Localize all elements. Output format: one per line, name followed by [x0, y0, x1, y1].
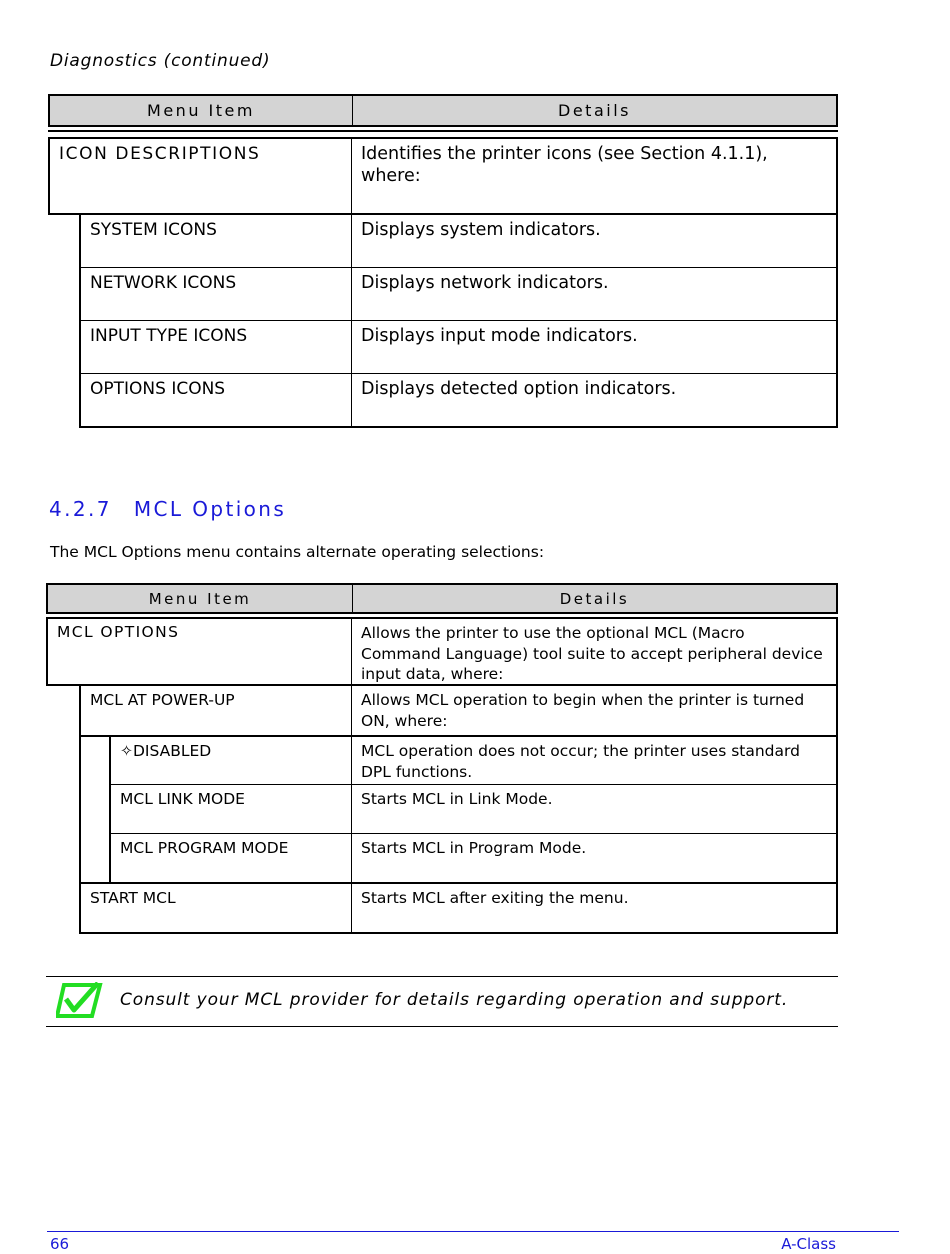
note-text: Consult your MCL provider for details regarding operation and support. [120, 990, 789, 1010]
table-row-item: ✧DISABLED [120, 742, 212, 760]
table-header [48, 94, 838, 127]
table-row-item: MCL LINK MODE [120, 790, 245, 808]
table-row-details: Starts MCL in Program Mode. [361, 839, 587, 857]
table-row-item: MCL PROGRAM MODE [120, 839, 289, 857]
header-menu-item: Menu Item [147, 101, 255, 120]
table-row-details: Displays input mode indicators. [361, 326, 638, 346]
table-row-details: MCL operation does not occur; the printer uses standard DPL functions. [361, 742, 800, 781]
continued-title: Diagnostics (continued) [50, 51, 271, 71]
footer-rule [47, 1231, 899, 1232]
table-row-item: MCL OPTIONS [57, 623, 180, 641]
section-heading [49, 497, 286, 521]
table-row-item: INPUT TYPE ICONS [90, 326, 248, 346]
product-name: A-Class [781, 1235, 836, 1253]
checkmark-icon [56, 982, 104, 1020]
table-row-item: NETWORK ICONS [90, 273, 237, 293]
table-row-details: Displays system indicators. [361, 220, 601, 240]
table-row-details: Starts MCL in Link Mode. [361, 790, 553, 808]
header-details: Details [558, 101, 631, 120]
header-menu-item: Menu Item [148, 589, 252, 608]
table-row-item: START MCL [90, 889, 176, 907]
table-row-details: Allows MCL operation to begin when the printer is turned ON, where: [361, 691, 805, 730]
table-row-details: Displays network indicators. [361, 273, 609, 293]
page-number: 66 [50, 1235, 70, 1253]
section-title: MCL Options [133, 497, 287, 521]
table-row-details: Displays detected option indicators. [361, 379, 677, 399]
table-row-item: MCL AT POWER-UP [90, 691, 235, 709]
table-row-item: OPTIONS ICONS [90, 379, 226, 399]
table-row-item: SYSTEM ICONS [90, 220, 217, 240]
table-header [46, 583, 838, 614]
table-row-details: Identifies the printer icons (see Section 4.1.1), where: [361, 144, 768, 186]
table-row-item: ICON DESCRIPTIONS [59, 144, 261, 164]
table-row-details: Starts MCL after exiting the menu. [361, 889, 629, 907]
intro-text: The MCL Options menu contains alternate operating selections: [50, 543, 545, 561]
table-row-details: Allows the printer to use the optional MCL (Macro Command Language) tool suite to accept peripheral device input data, where: [361, 624, 823, 683]
header-details: Details [559, 589, 630, 608]
section-number: 4.2.7 [49, 497, 112, 521]
